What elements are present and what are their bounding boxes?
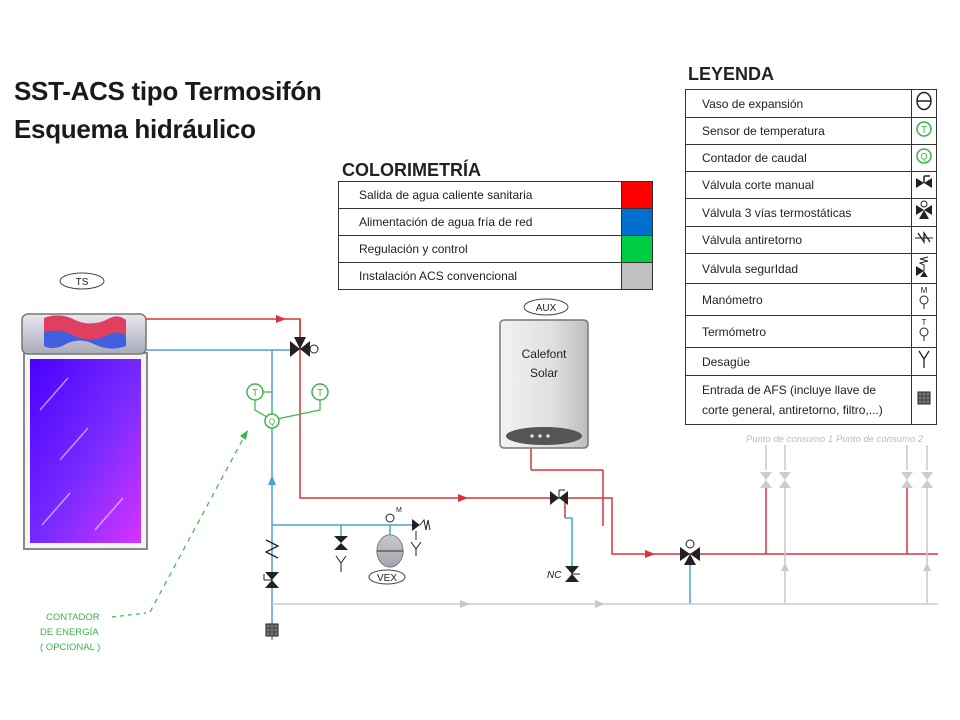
manual-valve-icon bbox=[550, 490, 568, 505]
energy-meter-leader bbox=[112, 613, 146, 617]
leyenda-label: Desagüe bbox=[686, 348, 912, 376]
leyenda-label: Contador de caudal bbox=[686, 145, 912, 172]
heater-aux bbox=[500, 320, 588, 448]
energy-meter-label-1: CONTADOR bbox=[46, 612, 100, 623]
three-way-valve-icon bbox=[290, 337, 318, 357]
svg-text:Q: Q bbox=[920, 151, 928, 161]
manual-valve-icon bbox=[334, 525, 348, 550]
leyenda-label-line: corte general, antiretorno, filtro,...) bbox=[702, 403, 883, 417]
flow-arrow bbox=[240, 430, 248, 440]
meter-q-label: Q bbox=[268, 417, 276, 427]
cold-water-inlet-icon bbox=[266, 624, 278, 636]
flow-arrow bbox=[460, 600, 470, 608]
svg-text:T: T bbox=[921, 318, 927, 327]
vex-tag bbox=[369, 570, 405, 584]
manometer-icon bbox=[386, 507, 402, 522]
leyenda-label: Válvula antiretorno bbox=[686, 227, 912, 254]
storage-tank bbox=[22, 314, 146, 354]
aux-label: AUX bbox=[535, 303, 557, 314]
manometer-label: M bbox=[396, 507, 402, 514]
leyenda-label-line: Entrada de AFS (incluye llave de bbox=[702, 383, 877, 397]
colorimetria-label: Instalación ACS convencional bbox=[339, 263, 622, 290]
leyenda-label: Sensor de temperatura bbox=[686, 118, 912, 145]
leyenda-heading: LEYENDA bbox=[688, 64, 775, 84]
cold-pipes bbox=[146, 350, 690, 640]
consumption-point-1-label: Punto de consumo 1 bbox=[746, 434, 834, 445]
heater-label-line1: Calefont bbox=[521, 347, 567, 361]
flow-meter-icon bbox=[265, 414, 279, 428]
flow-arrow bbox=[923, 563, 931, 571]
vex-label: VEX bbox=[376, 573, 398, 584]
energy-meter-label-2: DE ENERGÍA bbox=[40, 627, 99, 638]
aux-tag bbox=[524, 299, 568, 315]
ts-tag bbox=[60, 273, 104, 289]
manual-valve-icon bbox=[264, 572, 279, 588]
temperature-sensor-icon bbox=[312, 384, 328, 400]
title-line-2: Esquema hidráulico bbox=[14, 114, 256, 144]
expansion-vessel-icon bbox=[377, 535, 403, 567]
consumption-point-2-label: Punto de consumo 2 bbox=[836, 434, 924, 445]
svg-text:T: T bbox=[920, 124, 928, 136]
control-lines bbox=[255, 392, 320, 420]
flow-arrow bbox=[781, 563, 789, 571]
leyenda-label: Válvula segurIdad bbox=[686, 254, 912, 284]
title-line-1: SST-ACS tipo Termosifón bbox=[14, 76, 322, 106]
colorimetria-label: Salida de agua caliente sanitaria bbox=[339, 182, 622, 209]
ts-label: TS bbox=[75, 277, 89, 288]
nc-label: NC bbox=[547, 570, 562, 581]
flow-arrow bbox=[458, 494, 468, 502]
flow-arrow bbox=[276, 315, 286, 323]
energy-meter-link bbox=[150, 437, 244, 612]
colorimetria-heading: COLORIMETRÍA bbox=[342, 160, 481, 180]
colorimetria-label: Regulación y control bbox=[339, 236, 622, 263]
three-way-valve-icon bbox=[680, 540, 700, 565]
sensor-t-label: T bbox=[251, 388, 259, 399]
svg-text:M: M bbox=[920, 286, 928, 295]
colorimetria-label: Alimentación de agua fría de red bbox=[339, 209, 622, 236]
check-valve-icon bbox=[266, 540, 278, 558]
nc-valve bbox=[547, 566, 580, 582]
leyenda-label: Termómetro bbox=[686, 316, 912, 348]
drain-icon bbox=[336, 556, 346, 572]
solar-collector bbox=[24, 353, 147, 549]
flow-arrow bbox=[595, 600, 605, 608]
leyenda-label: Válvula corte manual bbox=[686, 172, 912, 199]
flow-arrow bbox=[645, 550, 655, 558]
leyenda-label: Válvula 3 vías termostáticas bbox=[686, 199, 912, 227]
manual-valve-icon bbox=[760, 472, 791, 488]
sensor-t-label: T bbox=[316, 388, 324, 399]
flow-arrow bbox=[268, 475, 276, 485]
heater-label-line2: Solar bbox=[529, 366, 559, 380]
manual-valve-icon bbox=[901, 472, 933, 488]
leyenda-label: Vaso de expansión bbox=[686, 90, 912, 118]
energy-meter-label-3: ( OPCIONAL ) bbox=[40, 642, 101, 653]
temperature-sensor-icon bbox=[247, 384, 263, 400]
leyenda-label: Manómetro bbox=[686, 284, 912, 316]
